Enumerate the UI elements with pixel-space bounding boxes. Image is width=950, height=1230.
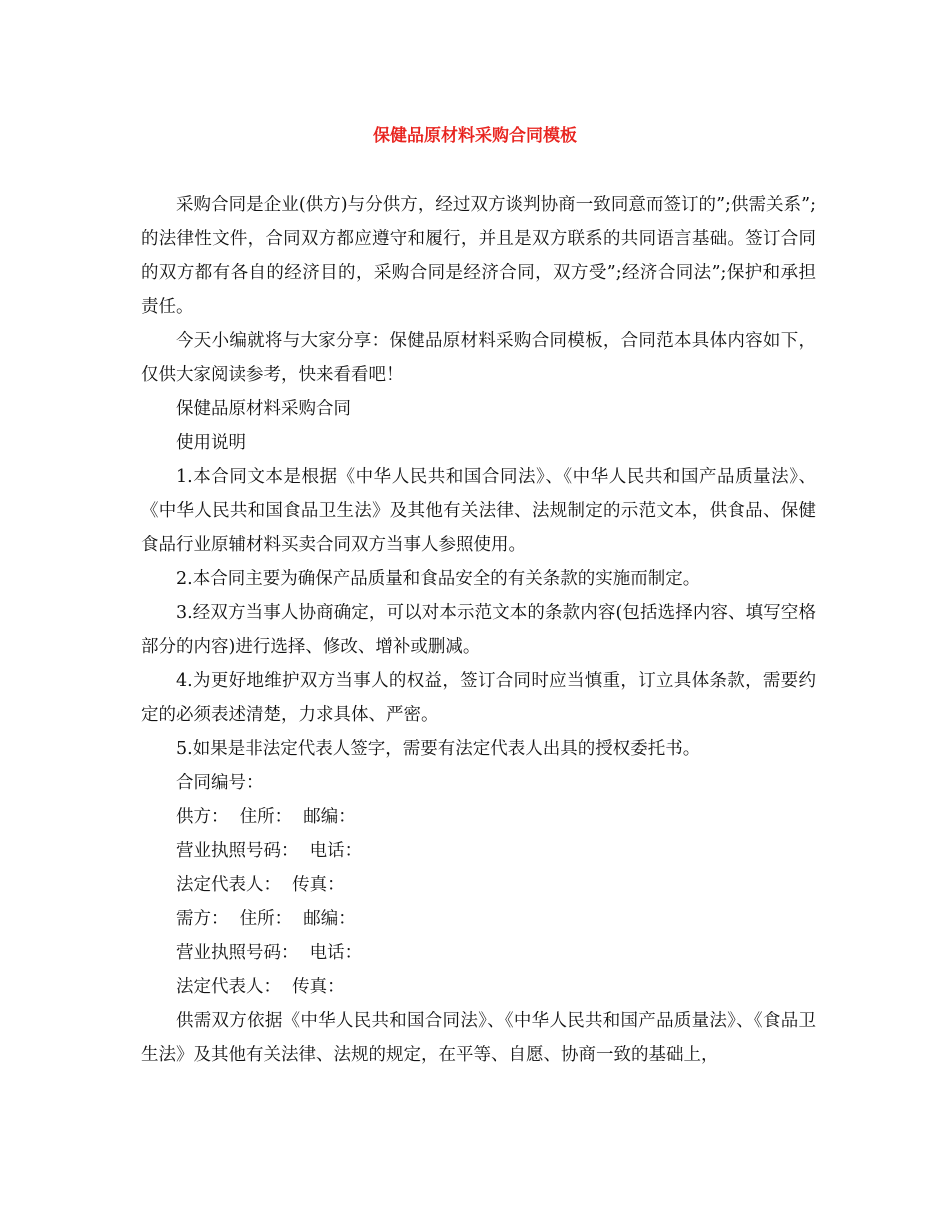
share-paragraph: 今天小编就将与大家分享：保健品原材料采购合同模板，合同范本具体内容如下，仅供大家阅读参考，快来看看吧！ bbox=[141, 331, 816, 385]
intro-paragraph: 采购合同是企业(供方)与分供方，经过双方谈判协商一致同意而签订的”;供需关系”;的法律性文件，合同双方都应遵守和履行，并且是双方联系的共同语言基础。签订合同的双方都有各自的经济目的，采购合同是经济合同，双方受”;经济合同法”;保护和承担责任。 bbox=[141, 195, 816, 317]
supplier-representative-field: 法定代表人： 传真： bbox=[176, 875, 345, 895]
document-body bbox=[141, 188, 816, 1072]
usage-item-4: 4.为更好地维护双方当事人的权益，签订合同时应当慎重，订立具体条款，需要约定的必须表述清楚，力求具体、严密。 bbox=[141, 671, 816, 725]
buyer-license-field: 营业执照号码： 电话： bbox=[176, 943, 363, 963]
usage-item-1: 1.本合同文本是根据《中华人民共和国合同法》、《中华人民共和国产品质量法》、《中华人民共和国食品卫生法》及其他有关法律、法规制定的示范文本，供食品、保健食品行业原辅材料买卖合同双方当事人参照使用。 bbox=[141, 467, 816, 555]
usage-heading: 使用说明 bbox=[176, 433, 246, 453]
supplier-license-field: 营业执照号码： 电话： bbox=[176, 841, 363, 861]
document-title: 保健品原材料采购合同模板 bbox=[373, 126, 577, 146]
usage-item-5: 5.如果是非法定代表人签字，需要有法定代表人出具的授权委托书。 bbox=[176, 739, 701, 759]
supplier-address-field: 供方： 住所： 邮编： bbox=[176, 807, 356, 827]
buyer-address-field: 需方： 住所： 邮编： bbox=[176, 909, 356, 929]
agreement-paragraph: 供需双方依据《中华人民共和国合同法》、《中华人民共和国产品质量法》、《食品卫生法》及其他有关法律、法规的规定，在平等、自愿、协商一致的基础上， bbox=[141, 1011, 816, 1065]
usage-item-2: 2.本合同主要为确保产品质量和食品安全的有关条款的实施而制定。 bbox=[176, 569, 701, 589]
usage-item-3: 3.经双方当事人协商确定，可以对本示范文本的条款内容(包括选择内容、填写空格部分的内容)进行选择、修改、增补或删减。 bbox=[141, 603, 816, 657]
buyer-representative-field: 法定代表人： 传真： bbox=[176, 977, 345, 997]
contract-number-field: 合同编号： bbox=[176, 773, 264, 793]
contract-heading: 保健品原材料采购合同 bbox=[176, 399, 351, 419]
